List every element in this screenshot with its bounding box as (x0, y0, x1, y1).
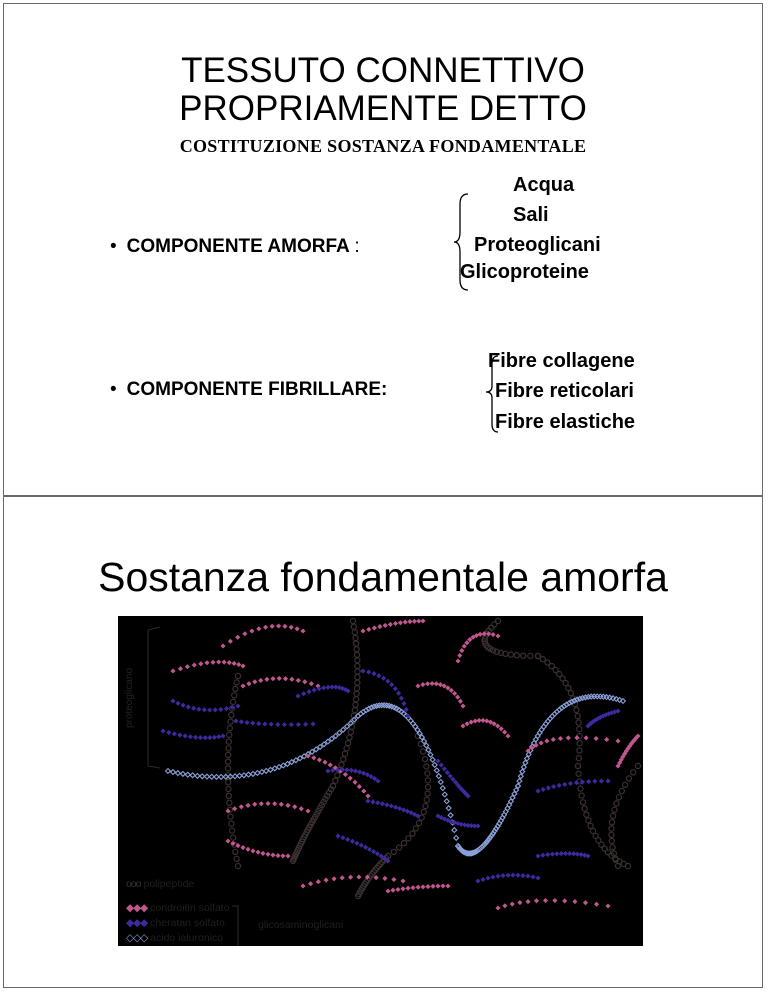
proteoglycan-bracket (148, 627, 160, 768)
chondroitin-sulfate-chain (495, 898, 610, 911)
slide-2-title: Sostanza fondamentale amorfa (98, 554, 668, 600)
keratan-sulfate-chain (535, 778, 610, 793)
keratan-sulfate-chain (435, 758, 470, 798)
proteoglicano-label: proteoglicano (124, 667, 135, 728)
slide-2 (3, 496, 763, 988)
polypeptide-chain (482, 618, 630, 868)
legend-condroitin-label: condroitin solfato (150, 902, 230, 914)
bullet-dot: • (110, 379, 117, 400)
chondroitin-sulfate-chain (415, 681, 465, 709)
polypeptide-chain (609, 763, 641, 868)
gag-legend-bracket (232, 906, 238, 946)
condroitin-legend-icon: ◆◆◆ (126, 902, 148, 914)
keratan-sulfate-chain (535, 851, 590, 859)
chondroitin-sulfate-chain (525, 735, 620, 753)
polypeptide-legend-icon: ooo (126, 878, 141, 890)
chondroitin-sulfate-chain (220, 623, 305, 648)
proteoglycan-figure (118, 616, 643, 946)
chondroitin-sulfate-chain (385, 883, 450, 893)
keratan-sulfate-chain (233, 718, 315, 727)
fibrillare-item-reticolari: Fibre reticolari (495, 380, 634, 402)
amorfa-item-acqua: Acqua (513, 174, 575, 196)
polypeptide-chain (290, 618, 360, 863)
keratan-sulfate-chain (365, 798, 420, 818)
bullet-componente-amorfa (110, 236, 360, 258)
legend-cheratan-label: cheratan solfato (150, 917, 225, 929)
chondroitin-sulfate-chain (300, 874, 405, 888)
legend-polipeptide-label: polipeptide (143, 878, 195, 890)
amorfa-separator: : (354, 236, 360, 257)
legend-ialuronico-label: acido ialuronico (150, 932, 224, 944)
legend-ialuronico (126, 932, 223, 944)
proteoglycan-illustration (118, 616, 643, 946)
chondroitin-sulfate-chain (360, 618, 425, 633)
bullet-componente-fibrillare (110, 379, 387, 401)
legend-polipeptide (126, 878, 194, 890)
chondroitin-sulfate-chain (225, 838, 290, 858)
keratan-sulfate-chain (435, 813, 480, 828)
legend-condroitin (126, 902, 230, 914)
amorfa-item-proteoglicani: Proteoglicani (474, 234, 601, 256)
fibrillare-item-collagene: Fibre collagene (488, 350, 635, 372)
legend-glicosaminoglicani: glicosaminoglicani (258, 919, 344, 931)
slide-title-line-1: TESSUTO CONNETTIVO (181, 51, 585, 90)
amorfa-item-sali: Sali (513, 204, 549, 226)
chondroitin-sulfate-chain (225, 801, 310, 814)
slide-subtitle: COSTITUZIONE SOSTANZA FONDAMENTALE (179, 136, 587, 156)
keratan-sulfate-chain (160, 728, 225, 740)
fibrillare-item-elastiche: Fibre elastiche (495, 411, 636, 433)
slide-title-line-2: PROPRIAMENTE DETTO (179, 89, 587, 128)
legend-cheratan (126, 917, 225, 929)
keratan-sulfate-chain (295, 684, 350, 698)
slide-1 (3, 3, 763, 496)
chondroitin-sulfate-chain (170, 659, 245, 673)
cheratan-legend-icon: ◆◆◆ (126, 917, 148, 929)
ialuronico-legend-icon: ◇◇◇ (126, 932, 148, 944)
keratan-sulfate-chain (475, 873, 540, 884)
chondroitin-sulfate-chain (240, 676, 320, 689)
keratan-sulfate-chain (325, 767, 380, 783)
amorfa-item-glicoproteine: Glicoproteine (460, 261, 589, 283)
chondroitin-sulfate-chain (305, 753, 370, 798)
bullet-dot: • (110, 236, 117, 257)
chondroitin-sulfate-chain (460, 718, 510, 739)
fibrillare-label: COMPONENTE FIBRILLARE: (126, 379, 388, 400)
keratan-sulfate-chain (585, 708, 620, 728)
amorfa-label: COMPONENTE AMORFA (126, 236, 350, 257)
